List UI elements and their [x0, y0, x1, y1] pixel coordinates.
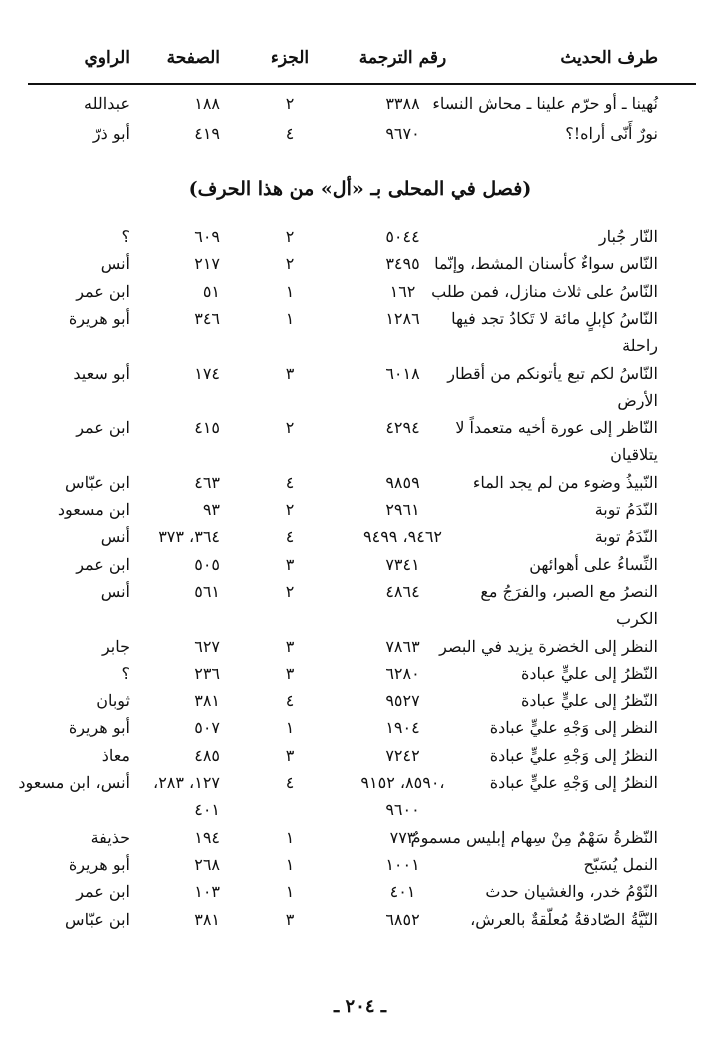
juz-number: ١ — [285, 882, 295, 902]
narrator: أنس — [100, 254, 130, 274]
tarjama-number: ٤٠١ — [389, 882, 416, 902]
juz-number: ٣ — [285, 909, 295, 929]
juz-number: ٣ — [285, 636, 295, 656]
hadith-text: النّاظر إلى عورة أخيه متعمداً لا — [455, 418, 658, 438]
hadith-text: نُهينا ـ أو حرّم علينا ـ محاش النساء — [432, 94, 658, 113]
tarjama-number: ٥٠٤٤ — [385, 227, 420, 246]
narrator: أنس — [100, 581, 130, 601]
juz-number: ٢ — [285, 581, 295, 601]
hadith-text: الكرب — [615, 609, 658, 629]
narrator: ابن عبّاس — [65, 472, 130, 492]
juz-number: ١ — [285, 718, 295, 738]
page-ref: ٥٦١ — [194, 581, 220, 601]
narrator: ابن مسعود — [57, 500, 130, 519]
table-row — [0, 770, 720, 796]
table-row — [0, 497, 720, 523]
tarjama-number: ٦٨٥٢ — [385, 909, 420, 929]
narrator: ابن عمر — [76, 418, 130, 438]
hadith-text: النّاسُ على ثلاث منازل، فمن طلب — [431, 281, 658, 301]
page-ref: ١٩٤ — [194, 827, 220, 847]
tarjama-number: ١٦٢ — [389, 281, 416, 301]
table-row — [0, 606, 720, 632]
page-ref: ٤٨٥ — [194, 745, 220, 765]
page-ref: ٦٢٧ — [194, 636, 220, 656]
juz-number: ٢ — [285, 500, 295, 519]
table-row — [0, 579, 720, 605]
hadith-text: النّاسُ لكم تبع يأتونكم من أقطار — [447, 363, 658, 383]
tarjama-number: ١٩٠٤ — [385, 718, 420, 738]
col-header-rawi: الراوي — [84, 48, 130, 68]
narrator: أنس، ابن مسعود — [18, 773, 130, 792]
hadith-text: يتلاقيان — [610, 445, 658, 465]
tarjama-number: ٣٣٨٨ — [385, 94, 420, 113]
narrator: أنس — [100, 527, 130, 547]
table-row — [0, 91, 720, 117]
tarjama-number: ٧٨٦٣ — [385, 636, 420, 656]
hadith-text: النّيَّةُ الصّادقةُ مُعلّقةٌ بالعرش، — [470, 909, 658, 929]
table-row — [0, 634, 720, 660]
header-rule — [28, 83, 696, 85]
narrator: ابن عمر — [76, 554, 130, 574]
tarjama-number: ٧٧٣ — [389, 827, 416, 847]
hadith-text: النّوْمُ خدر، والغشيان حدث — [485, 882, 658, 902]
juz-number: ١ — [285, 281, 295, 301]
tarjama-number: ١٠٠١ — [385, 854, 420, 874]
table-row — [0, 121, 720, 147]
tarjama-number: ٧٢٤٢ — [385, 745, 420, 765]
section-title: (فصل في المحلى بـ «أل» من هذا الحرف) — [188, 178, 532, 200]
tarjama-number: ٩٥٢٧ — [385, 691, 420, 711]
hadith-text: النمل يُسَبّح — [583, 854, 658, 874]
page-number: ـ ٢٠٤ ـ — [333, 996, 387, 1017]
hadith-text: نورٌ أَنّى أراه!؟ — [565, 124, 658, 143]
table-row — [0, 279, 720, 305]
tarjama-number: ١٢٨٦ — [385, 308, 420, 328]
narrator: ابن عمر — [76, 281, 130, 301]
page-ref: ٣٨١ — [194, 909, 220, 929]
tarjama-number: ٧٣٤١ — [385, 554, 420, 574]
narrator: أبو ذرّ — [92, 124, 130, 143]
table-row — [0, 388, 720, 414]
tarjama-number: ٣٤٩٥ — [385, 254, 420, 274]
hadith-text: النظرُ إلى وَجْهِ عليٍّ عبادة — [489, 773, 658, 792]
page-ref: ١٨٨ — [194, 94, 220, 113]
table-row — [0, 333, 720, 359]
table-row — [0, 552, 720, 578]
table-row — [0, 715, 720, 741]
table-row — [0, 306, 720, 332]
page-ref: ٥١ — [202, 281, 220, 301]
narrator: ثوبان — [96, 691, 130, 711]
juz-number: ٢ — [285, 254, 295, 274]
juz-number: ٢ — [285, 94, 295, 113]
hadith-text: النّظرةُ سَهْمٌ مِنْ سِهام إبليس مسمومٌ — [410, 827, 658, 847]
col-header-text: طرف الحديث — [560, 48, 658, 68]
juz-number: ٣ — [285, 745, 295, 765]
hadith-text: النِّساءُ على أهوائهن — [529, 554, 658, 574]
col-header-tarjama: رقم الترجمة — [358, 48, 447, 68]
hadith-text: النّدَمُ توبة — [594, 500, 658, 519]
page-ref: ٤١٥ — [194, 418, 220, 438]
hadith-text: راحلة — [622, 336, 658, 356]
hadith-text: النّاسُ كإبلٍ مائة لا تَكادُ تجد فيها — [451, 308, 658, 328]
table-row — [0, 907, 720, 933]
narrator: معاذ — [101, 745, 130, 765]
page-ref: ١٢٧، ٢٨٣، — [153, 773, 220, 792]
table-row — [0, 852, 720, 878]
page-ref: ٣٨١ — [194, 691, 220, 711]
narrator: عبدالله — [84, 94, 130, 113]
juz-number: ١ — [285, 854, 295, 874]
tarjama-number: ٨٥٩٠، ٩١٥٢، — [360, 773, 445, 792]
tarjama-number: ٤٨٦٤ — [385, 581, 420, 601]
tarjama-number: ٢٩٦١ — [385, 500, 420, 519]
hadith-text: النصرُ مع الصبر، والفرَجُ مع — [480, 581, 658, 601]
page-ref: ٦٠٩ — [194, 227, 220, 246]
page-ref: ٩٣ — [202, 500, 220, 519]
page-ref: ١٠٣ — [194, 882, 220, 902]
juz-number: ١ — [285, 308, 295, 328]
hadith-text: النّظرُ إلى عليٍّ عبادة — [521, 663, 658, 683]
juz-number: ٤ — [285, 691, 295, 711]
col-header-juz: الجزء — [270, 48, 310, 68]
page-ref: ٣٦٤، ٣٧٣ — [158, 527, 220, 547]
tarjama-number: ٩٤٦٢، ٩٤٩٩ — [363, 527, 442, 547]
table-row — [0, 797, 720, 823]
table-row — [0, 224, 720, 250]
table-row — [0, 524, 720, 550]
juz-number: ٣ — [285, 663, 295, 683]
table-row — [0, 415, 720, 441]
hadith-text: النّار جُبار — [598, 227, 658, 246]
narrator: أبو هريرة — [68, 718, 130, 738]
page-ref: ٤٦٣ — [194, 472, 220, 492]
juz-number: ٢ — [285, 227, 295, 246]
narrator: ابن عمر — [76, 882, 130, 902]
page-ref: ٤١٩ — [194, 124, 220, 143]
juz-number: ٣ — [285, 554, 295, 574]
hadith-text: النّاس سواءٌ كأسنان المشط، وإنّما — [434, 254, 658, 274]
narrator: أبو هريرة — [68, 854, 130, 874]
table-row — [0, 361, 720, 387]
tarjama-number: ٩٦٧٠ — [385, 124, 420, 143]
table-row — [0, 442, 720, 468]
narrator: ؟ — [121, 227, 130, 246]
table-row — [0, 743, 720, 769]
table-row — [0, 661, 720, 687]
hadith-text: النظر إلى وَجْهِ عليٍّ عبادة — [489, 718, 658, 738]
table-row — [0, 879, 720, 905]
hadith-text: النّظرُ إلى عليٍّ عبادة — [521, 691, 658, 711]
page-ref: ٤٠١ — [194, 800, 220, 820]
hadith-text: النّبيذُ وضوء من لم يجد الماء — [472, 472, 658, 492]
page-ref: ٥٠٧ — [194, 718, 220, 738]
page-ref: ٢٦٨ — [194, 854, 220, 874]
narrator: ؟ — [121, 663, 130, 683]
table-row — [0, 251, 720, 277]
table-row — [0, 470, 720, 496]
tarjama-number: ٦٢٨٠ — [385, 663, 420, 683]
tarjama-number: ٦٠١٨ — [385, 363, 420, 383]
juz-number: ٢ — [285, 418, 295, 438]
narrator: ابن عبّاس — [65, 909, 130, 929]
narrator: حذيفة — [90, 827, 130, 847]
tarjama-number: ٩٨٥٩ — [385, 472, 420, 492]
narrator: جابر — [101, 636, 130, 656]
juz-number: ٣ — [285, 363, 295, 383]
juz-number: ٤ — [285, 527, 295, 547]
page-ref: ٢١٧ — [194, 254, 220, 274]
hadith-text: النّدَمُ توبة — [594, 527, 658, 547]
table-row — [0, 825, 720, 851]
page-ref: ٥٠٥ — [194, 554, 220, 574]
table-row — [0, 688, 720, 714]
hadith-text: الأرض — [617, 390, 658, 410]
juz-number: ٤ — [285, 472, 295, 492]
hadith-text: النظر إلى الخضرة يزيد في البصر — [439, 636, 658, 656]
tarjama-number: ٩٦٠٠ — [385, 800, 420, 820]
col-header-page: الصفحة — [166, 48, 220, 68]
narrator: أبو هريرة — [68, 308, 130, 328]
page-ref: ٣٤٦ — [194, 308, 220, 328]
juz-number: ١ — [285, 827, 295, 847]
hadith-text: النظرُ إلى وَجْهِ عليٍّ عبادة — [489, 745, 658, 765]
juz-number: ٤ — [285, 773, 295, 792]
tarjama-number: ٤٢٩٤ — [385, 418, 420, 438]
page-ref: ١٧٤ — [194, 363, 220, 383]
narrator: أبو سعيد — [73, 363, 130, 383]
juz-number: ٤ — [285, 124, 295, 143]
page-ref: ٢٣٦ — [194, 663, 220, 683]
